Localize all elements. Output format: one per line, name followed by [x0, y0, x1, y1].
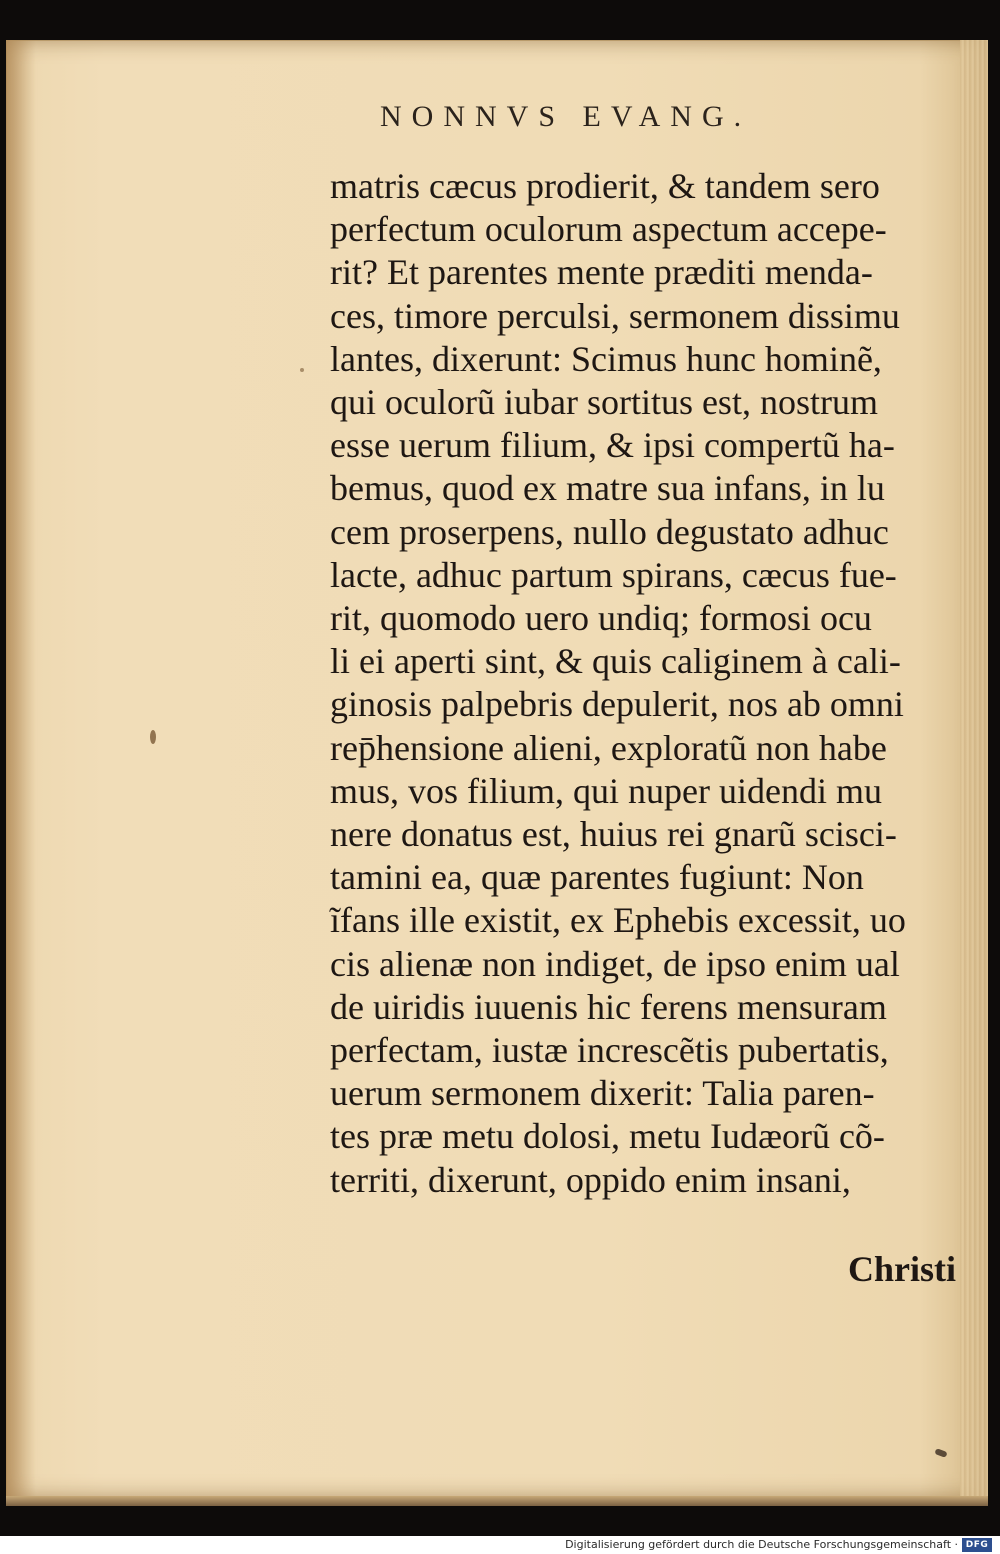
- page-fore-edge: [960, 40, 988, 1498]
- text-line: esse uerum filium, & ipsi compertũ ha-: [330, 425, 895, 466]
- text-line: ginosis palpebris depulerit, nos ab omni: [330, 684, 904, 725]
- text-line: rit? Et parentes mente præditi menda-: [330, 252, 873, 293]
- text-line: uerum sermonem dixerit: Talia paren-: [330, 1073, 875, 1114]
- text-line: tes præ metu dolosi, metu Iudæorũ cõ-: [330, 1116, 885, 1157]
- dfg-logo: DFG: [962, 1538, 992, 1552]
- page-bottom-edge: [6, 1496, 988, 1506]
- text-line: bemus, quod ex matre sua infans, in lu: [330, 468, 885, 509]
- text-line: li ei aperti sint, & quis caliginem à cali-: [330, 641, 901, 682]
- ink-speck: [150, 730, 156, 744]
- text-line: cem proserpens, nullo degustato adhuc: [330, 511, 889, 552]
- text-line: perfectum oculorum aspectum accepe-: [330, 209, 887, 250]
- text-line: perfectam, iustæ increscẽtis pubertatis,: [330, 1030, 889, 1071]
- text-block: [330, 165, 950, 1202]
- text-line: ĩfans ille existit, ex Ephebis excessit, uo: [330, 900, 906, 941]
- text-line: nere donatus est, huius rei gnarũ scisci-: [330, 814, 897, 855]
- text-line: qui oculorũ iubar sortitus est, nostrum: [330, 382, 878, 423]
- ink-speck: [300, 368, 304, 372]
- text-line: lacte, adhuc partum spirans, cæcus fue-: [330, 554, 897, 595]
- catchword: Christi: [848, 1249, 956, 1289]
- footer-credit: Digitalisierung gefördert durch die Deutsche Forschungsgemeinschaft ·: [565, 1538, 958, 1551]
- text-line: ces, timore perculsi, sermonem dissimu: [330, 295, 900, 336]
- text-line: de uiridis iuuenis hic ferens mensuram: [330, 986, 887, 1027]
- text-line: cis alienæ non indiget, de ipso enim ual: [330, 943, 900, 984]
- text-line: rep̄hensione alieni, exploratũ non habe: [330, 727, 887, 768]
- text-line: territi, dixerunt, oppido enim insani,: [330, 1159, 851, 1200]
- running-head: NONNVS EVANG.: [380, 100, 752, 133]
- text-line: mus, vos filium, qui nuper uidendi mu: [330, 770, 882, 811]
- text-line: lantes, dixerunt: Scimus hunc hominẽ,: [330, 338, 882, 379]
- text-line: tamini ea, quæ parentes fugiunt: Non: [330, 857, 864, 898]
- text-line: rit, quomodo uero undiq; formosi ocu: [330, 598, 872, 639]
- text-line: matris cæcus prodierit, & tandem sero: [330, 166, 880, 206]
- page-gutter-shadow: [6, 40, 36, 1498]
